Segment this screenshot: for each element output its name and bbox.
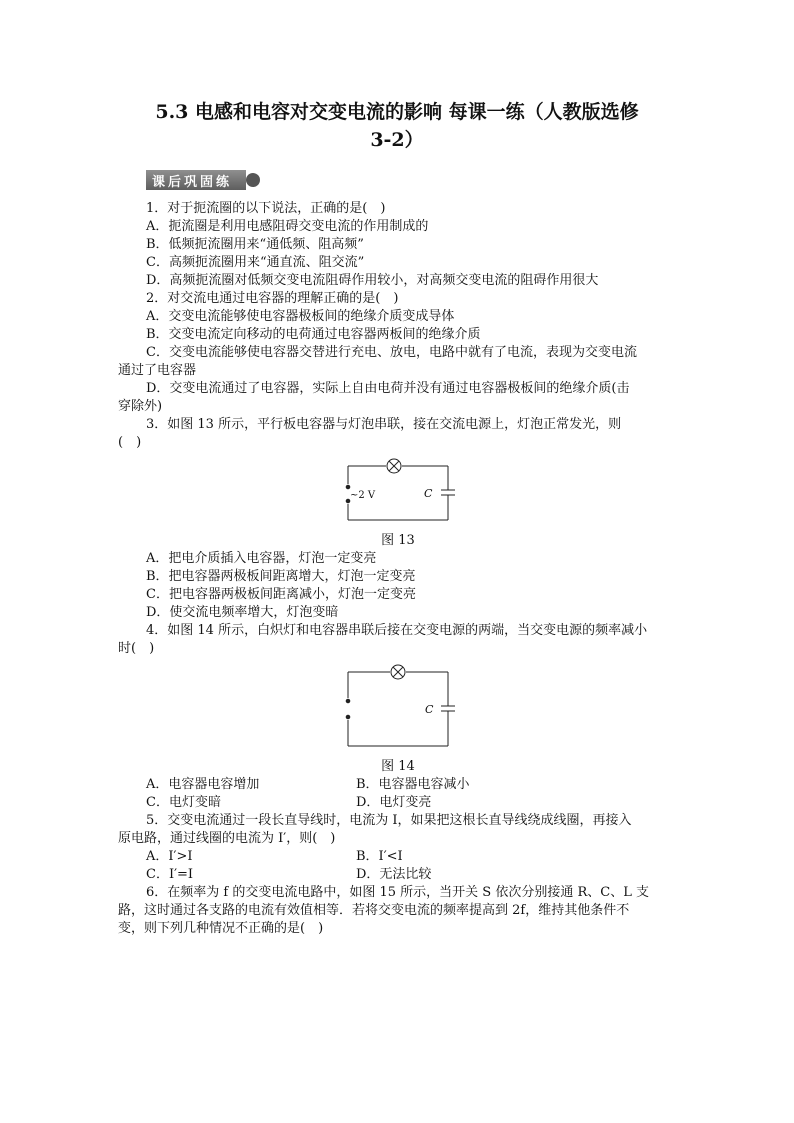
q6-stem-line2: 路，这时通过各支路的电流有效值相等．若将交变电流的频率提高到 2f，维持其他条件不 (118, 903, 630, 918)
q4-option-b: B．电容器电容减小 (356, 777, 470, 792)
exercise-content (118, 200, 678, 938)
q4-stem-line1: 4．如图 14 所示，白炽灯和电容器串联后接在交变电源的两端，当交变电源的频率减小 (146, 623, 648, 638)
q2-option-d-line1: D．交变电流通过了电容器，实际上自由电荷并没有通过电容器极板间的绝缘介质(击 (146, 381, 630, 396)
figure-13 (118, 458, 678, 532)
q5-options-row-1 (118, 848, 678, 866)
q2-option-c-line2: 通过了电容器 (118, 363, 197, 378)
q4-options-row-2 (118, 794, 678, 812)
page-title (0, 98, 794, 154)
figure-14-circuit (338, 664, 458, 752)
figure-13-circuit (338, 458, 458, 526)
title-line-2: 3-2） (370, 129, 424, 151)
q1-option-b: B．低频扼流圈用来“通低频、阻高频” (146, 237, 364, 252)
q5-option-b: B．I′<I (356, 849, 403, 864)
fig14-terminal-top (346, 699, 350, 703)
figure-13-caption: 图 13 (381, 533, 415, 548)
q5-stem-line2: 原电路，通过线圈的电流为 I′，则( ) (118, 831, 336, 846)
banner-dot (246, 173, 260, 187)
q6-stem-line3: 变，则下列几种情况不正确的是( ) (118, 921, 324, 936)
q3-option-d: D．使交流电频率增大，灯泡变暗 (146, 605, 339, 620)
title-line-1: 5.3 电感和电容对交变电流的影响 每课一练（人教版选修 (155, 101, 639, 123)
q1-option-d: D．高频扼流圈对低频交变电流阻碍作用较小，对高频交变电流的阻碍作用很大 (146, 273, 599, 288)
q2-stem: 2．对交流电通过电容器的理解正确的是( ) (146, 291, 399, 306)
q4-options-row-1 (118, 776, 678, 794)
q3-option-c: C．把电容器两极板间距离减小，灯泡一定变亮 (146, 587, 416, 602)
q4-option-c: C．电灯变暗 (146, 795, 221, 810)
fig13-capacitor-label: C (424, 487, 433, 500)
q2-option-d-line2: 穿除外) (118, 399, 163, 414)
figure-14-caption: 图 14 (381, 759, 415, 774)
q4-stem-line2: 时( ) (118, 641, 155, 656)
q5-stem-line1: 5．交变电流通过一段长直导线时，电流为 I，如果把这根长直导线绕成线圈，再接入 (146, 813, 632, 828)
q6-stem-line1: 6．在频率为 f 的交变电流电路中，如图 15 所示，当开关 S 依次分别接通 R、C、L 支 (146, 885, 649, 900)
figure-14 (118, 664, 678, 758)
fig13-lamp-symbol (387, 459, 401, 473)
q3-stem-line1: 3．如图 13 所示，平行板电容器与灯泡串联，接在交流电源上，灯泡正常发光，则 (146, 417, 622, 432)
section-banner (146, 170, 262, 190)
q5-option-d: D．无法比较 (356, 867, 432, 882)
q1-option-c: C．高频扼流圈用来“通直流、阻交流” (146, 255, 365, 270)
q5-option-a: A．I′>I (146, 849, 193, 864)
q2-option-b: B．交变电流定向移动的电荷通过电容器两板间的绝缘介质 (146, 327, 481, 342)
q3-option-a: A．把电介质插入电容器，灯泡一定变亮 (146, 551, 377, 566)
banner-label: 课后巩固练 (152, 175, 233, 190)
q4-option-a: A．电容器电容增加 (146, 777, 260, 792)
fig13-terminal-top (346, 485, 350, 489)
q5-options-row-2 (118, 866, 678, 884)
fig13-source-label: ~2 V (350, 490, 376, 501)
q3-option-b: B．把电容器两极板间距离增大，灯泡一定变亮 (146, 569, 416, 584)
q2-option-a: A．交变电流能够使电容器极板间的绝缘介质变成导体 (146, 309, 455, 324)
q3-stem-line2: ( ) (118, 435, 142, 450)
q4-option-d: D．电灯变亮 (356, 795, 432, 810)
fig14-capacitor-label: C (425, 703, 434, 716)
q2-option-c-line1: C．交变电流能够使电容器交替进行充电、放电，电路中就有了电流，表现为交变电流 (146, 345, 637, 360)
q1-option-a: A．扼流圈是利用电感阻碍交变电流的作用制成的 (146, 219, 429, 234)
fig14-lamp-symbol (391, 665, 405, 679)
q5-option-c: C．I′=I (146, 867, 194, 882)
q1-stem: 1．对于扼流圈的以下说法，正确的是( ) (146, 201, 386, 216)
fig14-terminal-bottom (346, 715, 350, 719)
